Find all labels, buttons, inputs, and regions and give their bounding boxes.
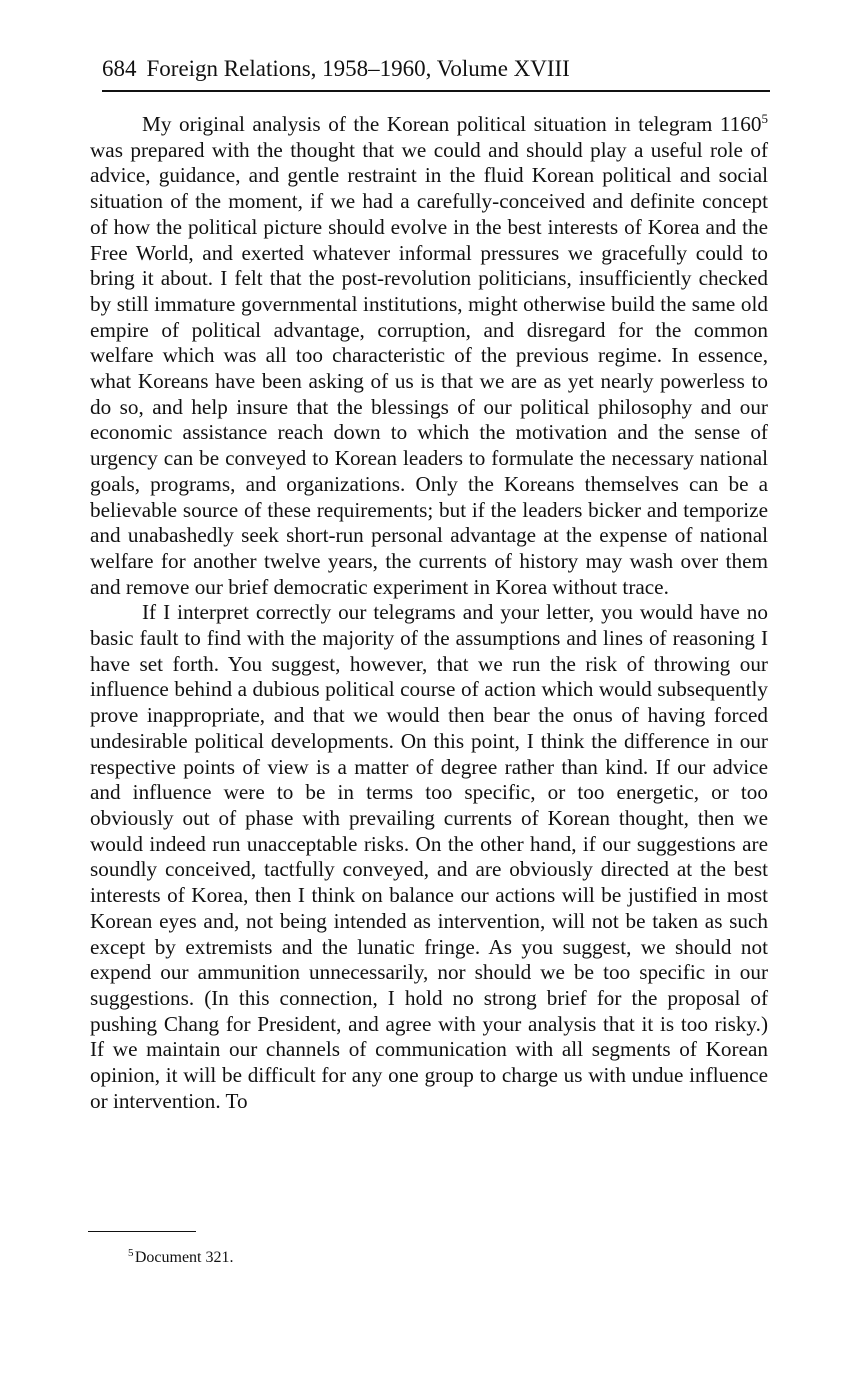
footnote — [128, 1248, 234, 1268]
header-rule — [102, 90, 770, 92]
footnote-number: 5 — [128, 1247, 134, 1259]
running-header — [102, 54, 770, 88]
main-text — [90, 112, 768, 1114]
paragraph-1-start: My original analysis of the Korean political situation in telegram 1160 — [142, 112, 762, 136]
page-number: 684 — [102, 56, 137, 81]
footnote-text: Document 321. — [134, 1249, 234, 1266]
paragraph-2: If I interpret correctly our telegrams and your letter, you would have no basic fault to find with the majority of the assumptions and lines of reasoning I have set forth. You suggest, however, that we run the risk of throwing our influence behind a dubious political course of action which would subsequently prove inappropriate, and that we would then bear the onus of having forced undesirable political developments. On this point, I think the difference in our respective points of view is a matter of degree rather than kind. If our advice and influence were to be in terms too specific, or too energetic, or too obviously out of phase with prevailing currents of Korean thought, then we would indeed run unacceptable risks. On the other hand, if our suggestions are soundly conceived, tactfully conveyed, and are obviously directed at the best interests of Korea, then I think on balance our actions will be justified in most Korean eyes and, not being intended as intervention, will not be taken as such except by extremists and the lunatic fringe. As you suggest, we should not expend our ammunition unnecessarily, nor should we be too specific in our suggestions. (In this connection, I hold no strong brief for the proposal of pushing Chang for President, and agree with your analysis that it is too risky.) If we maintain our channels of communication with all segments of Korean opinion, it will be difficult for any one group to charge us with undue influence or intervention. To — [90, 600, 768, 1113]
paragraph-1-rest: was prepared with the thought that we could and should play a useful role of advice, guidance, and gentle restraint in the fluid Korean political and social situation of the moment, if we had a carefully-conceived and definite concept of how the political picture should evolve in the best interests of Korea and the Free World, and exerted whatever informal pressures we gracefully could to bring it about. I felt that the post-revolution politicians, insufficiently checked by still immature governmental institutions, might otherwise build the same old empire of political advantage, corruption, and disregard for the common welfare which was all too characteristic of the previous regime. In essence, what Koreans have been asking of us is that we are as yet nearly powerless to do so, and help insure that the blessings of our political philosophy and our economic assistance reach down to which the motivation and the sense of urgency can be conveyed to Korean leaders to formulate the necessary national goals, programs, and organizations. Only the Koreans themselves can be a believable source of these requirements; but if the leaders bicker and temporize and unabashedly seek short-run personal advantage at the expense of national welfare for another twelve years, the currents of history may wash over them and remove our brief democratic experiment in Korea without trace. — [90, 137, 768, 599]
footnote-ref: 5 — [761, 111, 768, 126]
volume-title: Foreign Relations, 1958–1960, Volume XVIII — [146, 56, 570, 81]
footnote-rule — [88, 1231, 196, 1232]
paragraph-1 — [90, 112, 768, 600]
